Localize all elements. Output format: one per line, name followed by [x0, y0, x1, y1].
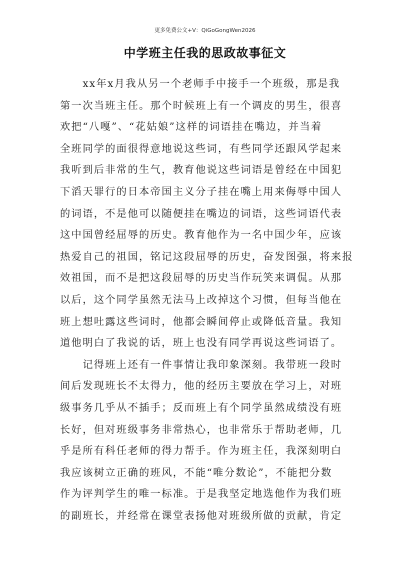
- text-line: 以后，这个同学虽然无法马上改掉这个习惯，但每当他在: [60, 294, 343, 306]
- text-line: 热爱自己的祖国，铭记这段屈辱的历史，奋发图强，将来报: [60, 251, 354, 263]
- text-line: 班上想吐露这些词时，他都会瞬间停止或降低音量。我知: [60, 316, 343, 328]
- text-line: 记得班上还有一件事情让我印象深刻。我带班一段时: [60, 359, 343, 371]
- text-line: 效祖国，而不是把这段屈辱的历史当作玩笑来调侃。从那: [60, 273, 343, 285]
- text-line: 的词语，不是他可以随便挂在嘴边的词语，这些词语代表: [60, 208, 343, 220]
- text-line: 我听到后非常的生气，教育他说这些词语是曾经在中国犯: [60, 165, 343, 177]
- document-body: [60, 74, 354, 527]
- text-line: 我应该树立正确的班风，不能“唯分数论”，不能把分数: [60, 467, 333, 479]
- text-line: 欢把“八嘎”、“花姑娘”这样的词语挂在嘴边，并当着: [60, 122, 323, 134]
- text-line: 下滔天罪行的日本帝国主义分子挂在嘴上用来侮辱中国人: [60, 186, 343, 198]
- paragraph-1: [60, 74, 354, 355]
- text-line: 这中国曾经屈辱的历史。教育他作为一名中国少年，应该: [60, 230, 343, 242]
- document-title: 中学班主任我的思政故事征文: [123, 46, 287, 60]
- text-line: 第一次当班主任。那个时候班上有一个调皮的男生，很喜: [60, 100, 343, 112]
- text-line: 全班同学的面很得意地说这些词，有些同学还跟风学起来: [60, 143, 343, 155]
- header-note: 更多免费公文+V：QiGoGongWen2026: [154, 28, 256, 34]
- text-line: 级事务几乎从不插手；反而班上有个同学虽然成绩没有班: [60, 402, 343, 414]
- text-line: 道他明白了我说的话，班上也没有同学再说这些词语了。: [60, 338, 343, 350]
- text-line: 的副班长，并经常在课堂表扬他对班级所做的贡献，肯定: [60, 510, 343, 522]
- text-line: 作为评判学生的唯一标准。于是我坚定地选他作为我们班: [60, 489, 343, 501]
- paragraph-2: [60, 355, 354, 528]
- text-line: xx年x月我从另一个老师手中接手一个班级，那是我: [60, 79, 341, 90]
- text-line: 间后发现班长不太得力，他的经历主要放在学习上，对班: [60, 381, 343, 393]
- text-line: 乎是所有科任老师的得力帮手。作为班主任，我深刻明白: [60, 446, 343, 458]
- text-line: 长好，但对班级事务非常热心，也非常乐于帮助老师，几: [60, 424, 343, 436]
